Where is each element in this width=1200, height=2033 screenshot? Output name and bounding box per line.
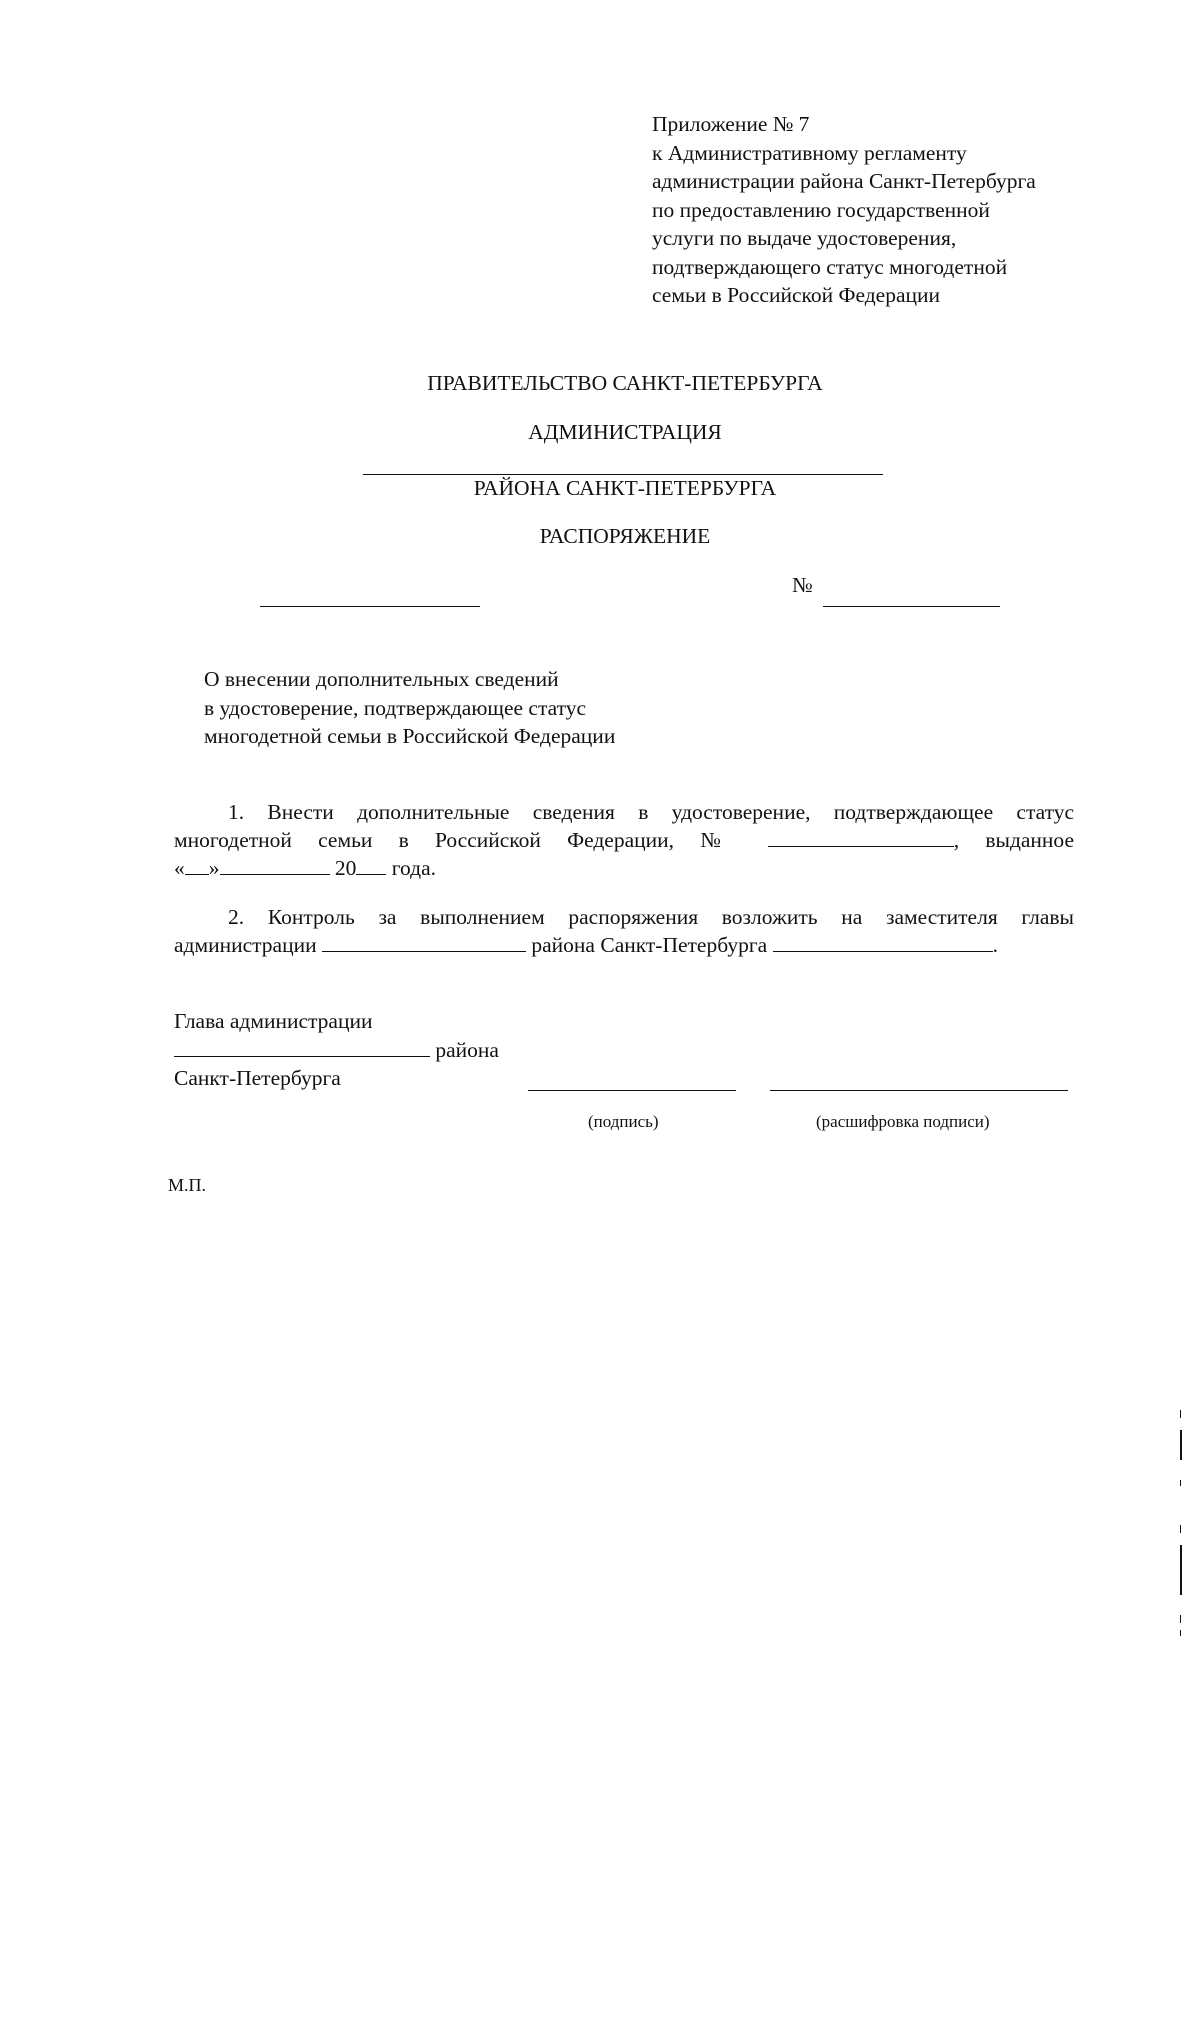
scan-mark xyxy=(1180,1545,1182,1595)
head-signature-block xyxy=(174,1007,499,1093)
item-2-text-b: района Санкт-Петербурга xyxy=(531,933,768,957)
scan-mark xyxy=(1180,1480,1181,1486)
district-title: РАЙОНА САНКТ-ПЕТЕРБУРГА xyxy=(473,476,777,500)
signature-caption: (подпись) xyxy=(588,1112,659,1131)
item-1 xyxy=(174,798,1074,882)
item-2-text-a: администрации xyxy=(174,933,317,957)
appendix-line: услуги по выдаче удостоверения, xyxy=(652,226,957,250)
item-2-end: . xyxy=(992,933,998,957)
scan-mark xyxy=(1180,1525,1181,1533)
head-district-blank xyxy=(174,1038,430,1057)
year-prefix: 20 xyxy=(334,856,357,880)
year-blank xyxy=(356,856,386,875)
number-label: № xyxy=(792,573,813,597)
deputy-name-blank xyxy=(773,933,993,952)
head-district-line xyxy=(174,1036,499,1065)
item-1-text-b: , выданное xyxy=(953,828,1074,852)
decryption-caption: (расшифровка подписи) xyxy=(816,1112,990,1131)
item-2 xyxy=(174,903,1074,959)
administration-title: АДМИНИСТРАЦИЯ xyxy=(528,420,722,444)
appendix-line: администрации района Санкт-Петербурга xyxy=(652,169,1036,193)
head-title: Глава администрации xyxy=(174,1009,373,1033)
subject-line: многодетной семьи в Российской Федерации xyxy=(204,724,616,748)
head-city: Санкт-Петербурга xyxy=(174,1066,341,1090)
signature-blank xyxy=(528,1090,736,1091)
deputy-district-blank xyxy=(322,933,526,952)
certificate-number-blank xyxy=(768,828,954,847)
appendix-line: Приложение № 7 xyxy=(652,112,810,136)
item-1-line-1: 1. Внести дополнительные сведения в удостоверение, подтверждающее статус xyxy=(228,800,1074,824)
date-blank xyxy=(260,606,480,607)
day-blank xyxy=(185,856,209,875)
item-1-line-3 xyxy=(174,854,1074,882)
appendix-line: по предоставлению государственной xyxy=(652,197,990,222)
appendix-line: семьи в Российской Федерации xyxy=(652,283,941,307)
scan-mark xyxy=(1180,1410,1181,1418)
scan-mark xyxy=(1180,1430,1182,1460)
item-1-line-2 xyxy=(174,826,1074,854)
district-word: района xyxy=(435,1037,499,1062)
subject-block xyxy=(204,665,615,751)
government-title: ПРАВИТЕЛЬСТВО САНКТ-ПЕТЕРБУРГА xyxy=(427,371,823,395)
number-blank xyxy=(823,606,1000,607)
appendix-block xyxy=(652,110,1112,310)
subject-line: в удостоверение, подтверждающее статус xyxy=(204,695,587,720)
appendix-line: подтверждающего статус многодетной xyxy=(652,254,1008,279)
item-1-text-a: многодетной семьи в Российской Федерации, № xyxy=(174,828,742,852)
district-name-blank xyxy=(363,474,883,475)
scan-mark xyxy=(1180,1615,1181,1623)
quote-open: « xyxy=(174,856,185,880)
quote-close: » xyxy=(208,856,220,880)
appendix-line: к Административному регламенту xyxy=(652,140,967,165)
item-2-line-1: 2. Контроль за выполнением распоряжения возложить на заместителя главы xyxy=(228,905,1074,929)
item-2-line-2 xyxy=(174,931,1074,959)
subject-line: О внесении дополнительных сведений xyxy=(204,667,559,691)
signature-decryption-blank xyxy=(770,1090,1068,1091)
scan-mark xyxy=(1180,1630,1181,1636)
year-suffix: года. xyxy=(386,856,437,880)
month-blank xyxy=(220,856,330,875)
document-type-title: РАСПОРЯЖЕНИЕ xyxy=(539,524,711,548)
stamp-place-label: М.П. xyxy=(168,1175,207,1195)
